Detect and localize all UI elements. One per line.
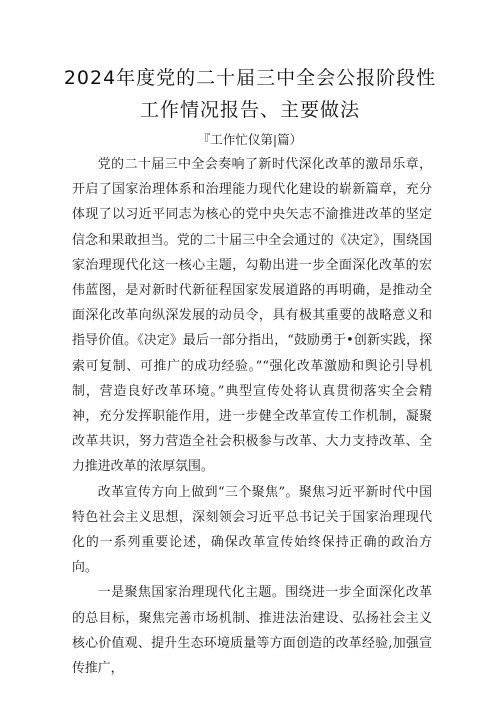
- document-title-line-2: 工作情况报告、主要做法: [139, 99, 360, 121]
- body-paragraph-3: 一是聚焦国家治理现代化主题。围绕进一步全面深化改革的总目标，聚焦完善市场机制、推进法治建设、弘扬社会主义核心价值观、提升生态环境质量等方面创造的改革经验,加强宣传推广，: [72, 585, 432, 677]
- document-subtitle: 『工作忙仪第|篇）: [197, 132, 303, 147]
- document-title-line-1: 2024年度党的二十届三中全会公报阶段性: [63, 67, 437, 89]
- document-body: [72, 152, 432, 681]
- body-paragraph-2: 改革宣传方向上做到“三个聚焦”。聚焦习近平新时代中国特色社会主义思想，深刻领会习近平总书记关于国家治理现代化的一系列重要论述，确保改革宣传始终保持正确的政治方向。: [72, 484, 432, 576]
- body-paragraph-1: 党的二十届三中全会奏响了新时代深化改革的激昂乐章，开启了国家治理体系和治理能力现代化建设的崭新篇章，充分体现了以习近平同志为核心的党中央矢志不渝推进改革的坚定信念和果敢担当。党的二十届三中全会通过的《决定》，围绕国家治理现代化这一核心主题，勾勒出进一步全面深化改革的宏伟蓝图，是对新时代新征程国家发展道路的再明确，是推动全面深化改革向纵深发展的动员令，具有极其重要的战略意义和指导价值。《决定》最后一部分指出，“鼓励勇于•创新实践，探索可复制、可推广的成功经验。”“强化改革激励和舆论引导机制，营造良好改革环境。”典型宣传处将认真贯彻落实全会精神，充分发挥职能作用，进一步健全改革宣传工作机制，凝聚改革共识，努力营造全社会积极参与改革、大力支持改革、全力推进改革的浓厚氛围。: [72, 157, 432, 475]
